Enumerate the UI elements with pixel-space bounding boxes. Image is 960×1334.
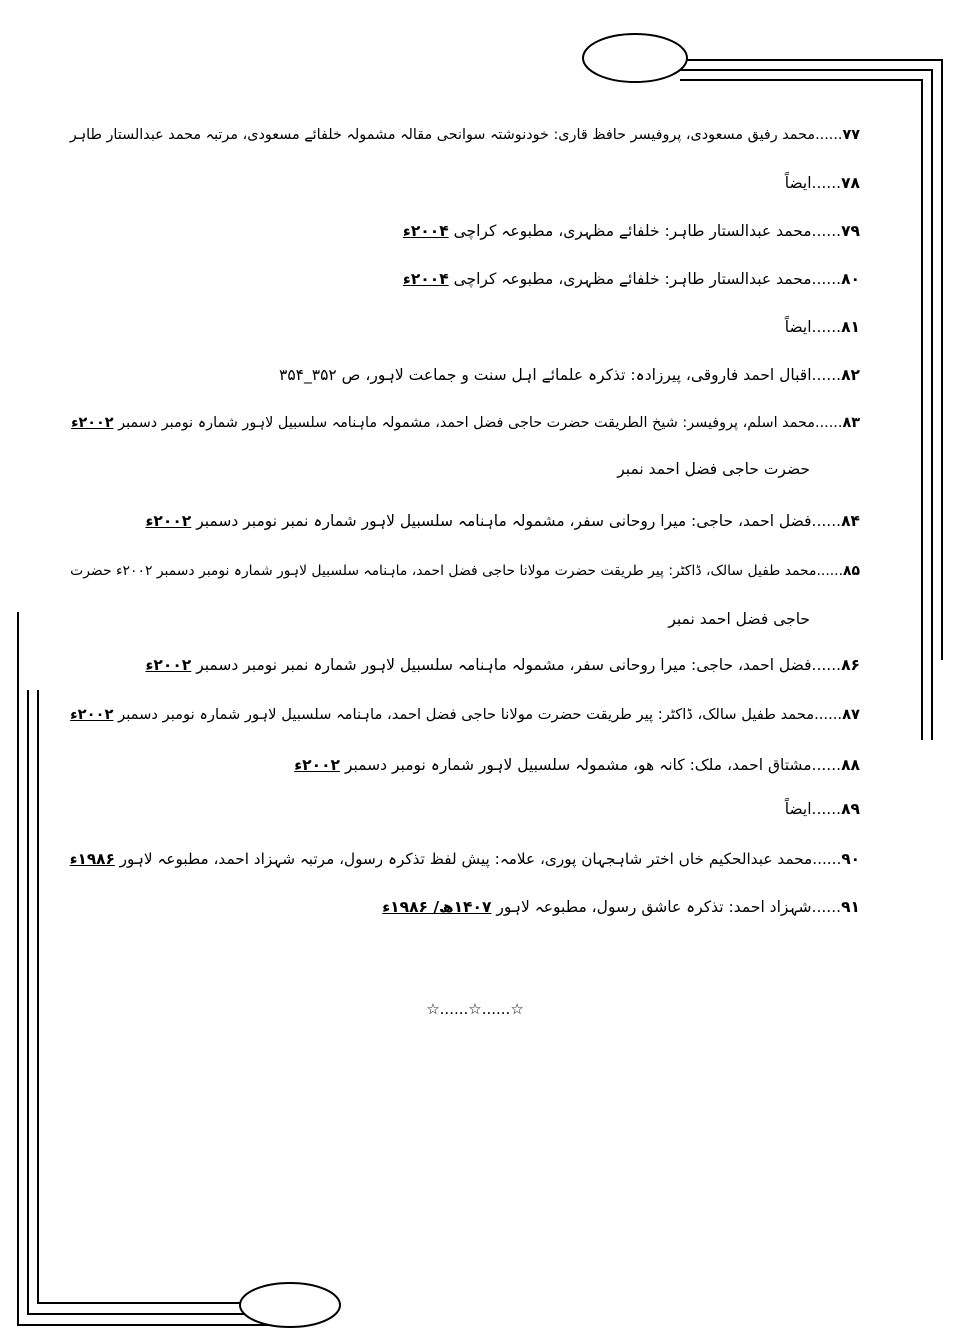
reference-79: ۷۹......محمد عبدالستار طاہر: خلفائے مظہری، مطبوعہ کراچی ۲۰۰۴ء [402,222,860,240]
reference-number: ۷۷ [842,127,860,143]
reference-84: ۸۴......فضل احمد، حاجی: میرا روحانی سفر، مشمولہ ماہنامہ سلسبیل لاہور شمارہ نمبر نومبر دسمبر ۲۰۰۲ء [145,512,860,530]
reference-86: ۸۶......فضل احمد، حاجی: میرا روحانی سفر، مشمولہ ماہنامہ سلسبیل لاہور شمارہ نمبر نومبر دسمبر ۲۰۰۲ء [145,656,860,674]
reference-81: ۸۱......ایضاً [784,318,860,336]
closing-stars: ☆......☆......☆ [426,1000,524,1018]
reference-88: ۸۸......مشتاق احمد، ملک: کانہ ھو، مشمولہ سلسبیل لاہور شمارہ نومبر دسمبر ۲۰۰۲ء [294,756,860,774]
reference-85: ۸۵......محمد طفیل سالک، ڈاکٹر: پیر طریقت حضرت مولانا حاجی فضل احمد، ماہنامہ سلسبیل لاہور شمارہ نومبر دسمبر ۲۰۰۲ء حضرت [70,563,860,579]
reference-85-continuation: حاجی فضل احمد نمبر [668,610,810,628]
reference-82: ۸۲......اقبال احمد فاروقی، پیرزادہ: تذکرہ علمائے اہل سنت و جماعت لاہور، ص ۳۵۲_۳۵۴ [279,366,860,384]
reference-87: ۸۷......محمد طفیل سالک، ڈاکٹر: پیر طریقت حضرت مولانا حاجی فضل احمد، ماہنامہ سلسبیل لاہور شمارہ نومبر دسمبر ۲۰۰۲ء [70,706,860,723]
reference-83: ۸۳......محمد اسلم، پروفیسر: شیخ الطریقت حضرت حاجی فضل احمد، مشمولہ ماہنامہ سلسبیل لاہور شمارہ نومبر دسمبر ۲۰۰۲ء [71,415,860,431]
reference-text: محمد رفیق مسعودی، پروفیسر حافظ قاری: خودنوشتہ سوانحی مقالہ مشمولہ خلفائے مسعودی، مرتبہ محمد عبدالستار طاہر [69,127,816,143]
bottom-oval [240,1283,340,1327]
reference-77: ۷۷......محمد رفیق مسعودی، پروفیسر حافظ قاری: خودنوشتہ سوانحی مقالہ مشمولہ خلفائے مسعودی، مرتبہ محمد عبدالستار طاہر [69,127,860,143]
reference-89: ۸۹......ایضاً [784,800,860,818]
reference-78: ۷۸......ایضاً [784,174,860,192]
top-oval [583,34,687,82]
reference-90: ۹۰......محمد عبدالحکیم خاں اختر شاہجہان پوری، علامہ: پیش لفظ تذکرہ رسول، مرتبہ شہزاد احمد، مطبوعہ لاہور ۱۹۸۶ء [69,850,860,868]
reference-80: ۸۰......محمد عبدالستار طاہر: خلفائے مظہری، مطبوعہ کراچی ۲۰۰۴ء [402,270,860,288]
reference-91: ۹۱......شہزاد احمد: تذکرہ عاشق رسول، مطبوعہ لاہور ۱۴۰۷ھ/ ۱۹۸۶ء [382,898,860,916]
reference-83-continuation: حضرت حاجی فضل احمد نمبر [617,460,810,478]
